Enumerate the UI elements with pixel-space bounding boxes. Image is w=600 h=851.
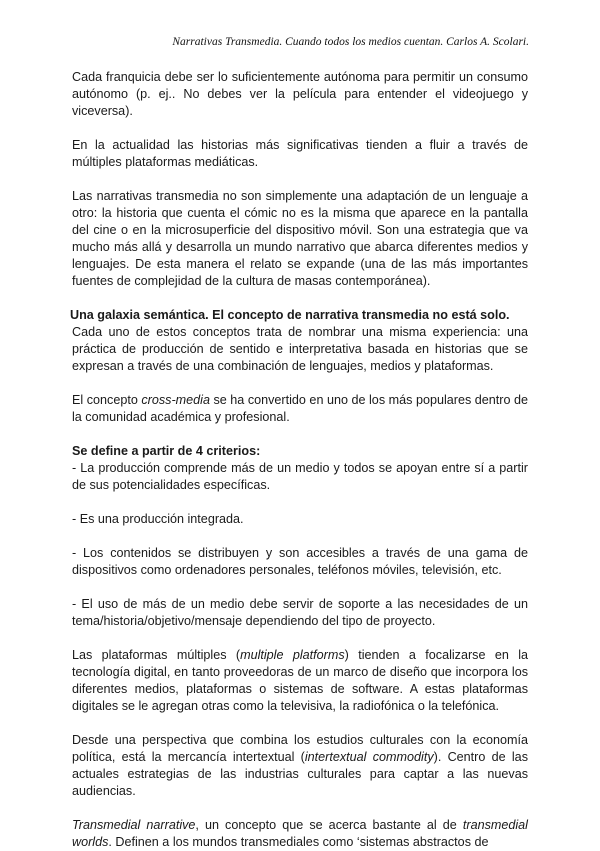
text-span: Las plataformas múltiples ( bbox=[72, 648, 241, 662]
text-span: ). Centro de las actuales estrategias de las industrias culturales para captar a las nuevas audiencias. bbox=[72, 750, 528, 798]
paragraph-cross-media bbox=[72, 392, 528, 426]
section-heading-semantic-galaxy: Una galaxia semántica. El concepto de narrativa transmedia no está solo. bbox=[70, 308, 510, 322]
text-span: se ha convertido en uno de los más populares dentro de la comunidad académica y profesional. bbox=[72, 393, 529, 424]
running-header: Narrativas Transmedia. Cuando todos los medios cuentan. Carlos A. Scolari. bbox=[172, 36, 529, 48]
criterion-item: - Los contenidos se distribuyen y son accesibles a través de una gama de dispositivos como ordenadores personales, teléfonos móviles, televisión, etc. bbox=[72, 546, 528, 577]
term-cross-media: cross-media bbox=[141, 393, 210, 407]
paragraph-platforms: En la actualidad las historias más significativas tienden a fluir a través de múltiples plataformas mediáticas. bbox=[72, 138, 528, 169]
term-intertextual-commodity: intertextual commodity bbox=[304, 750, 434, 764]
text-span: ) tienden a focalizarse en la tecnología digital, en tanto proveedoras de un marco de diseño que incorpora los diferentes medios, plataformas o sistemas de software. A estas plataformas digitales se le agregan otras como la televisiva, la radiofónica o la telefónica. bbox=[72, 648, 529, 713]
paragraph-autonomy: Cada franquicia debe ser lo suficientemente autónoma para permitir un consumo autónomo (p. ej.. No debes ver la película para entender el videojuego y viceversa). bbox=[72, 70, 528, 118]
paragraph-intertextual-commodity bbox=[72, 732, 528, 800]
text-span: , un concepto que se acerca bastante al de bbox=[195, 818, 463, 832]
paragraph-concepts: Cada uno de estos conceptos trata de nombrar una misma experiencia: una práctica de producción de sentido e interpretativa basada en historias que se expresan a través de una combinación de lenguajes, medios y plataformas. bbox=[72, 325, 528, 373]
term-multiple-platforms: multiple platforms bbox=[240, 648, 345, 662]
section-heading-criteria: Se define a partir de 4 criterios: bbox=[72, 444, 261, 458]
text-span: El concepto bbox=[72, 393, 142, 407]
criterion-item: - La producción comprende más de un medio y todos se apoyan entre sí a partir de sus potencialidades específicas. bbox=[72, 461, 528, 492]
paragraph-transmedia-definition: Las narrativas transmedia no son simplemente una adaptación de un lenguaje a otro: la historia que cuenta el cómic no es la misma que aparece en la pantalla del cine o en la microsuperficie del dispositivo móvil. Son una estrategia que va mucho más allá y desarrolla un mundo narrativo que abarca diferentes medios y lenguajes. De esta manera el relato se expande (una de las más importantes fuentes de complejidad de la cultura de masas contemporánea). bbox=[72, 189, 528, 288]
criterion-item: - El uso de más de un medio debe servir de soporte a las necesidades de un tema/historia/objetivo/mensaje dependiendo del tipo de proyecto. bbox=[72, 597, 528, 628]
term-transmedial-narrative: Transmedial narrative bbox=[72, 818, 196, 832]
term-transmedial-worlds: transmedial worlds bbox=[72, 818, 528, 849]
document-body bbox=[72, 69, 528, 851]
paragraph-multiple-platforms bbox=[72, 647, 528, 715]
text-span: Desde una perspectiva que combina los estudios culturales con la economía política, está la mercancía intertextual ( bbox=[72, 733, 528, 764]
paragraph-transmedial-narrative bbox=[72, 817, 528, 851]
text-span: . Definen a los mundos transmediales como ‘sistemas abstractos de bbox=[108, 835, 489, 849]
criterion-item: - Es una producción integrada. bbox=[72, 512, 244, 526]
